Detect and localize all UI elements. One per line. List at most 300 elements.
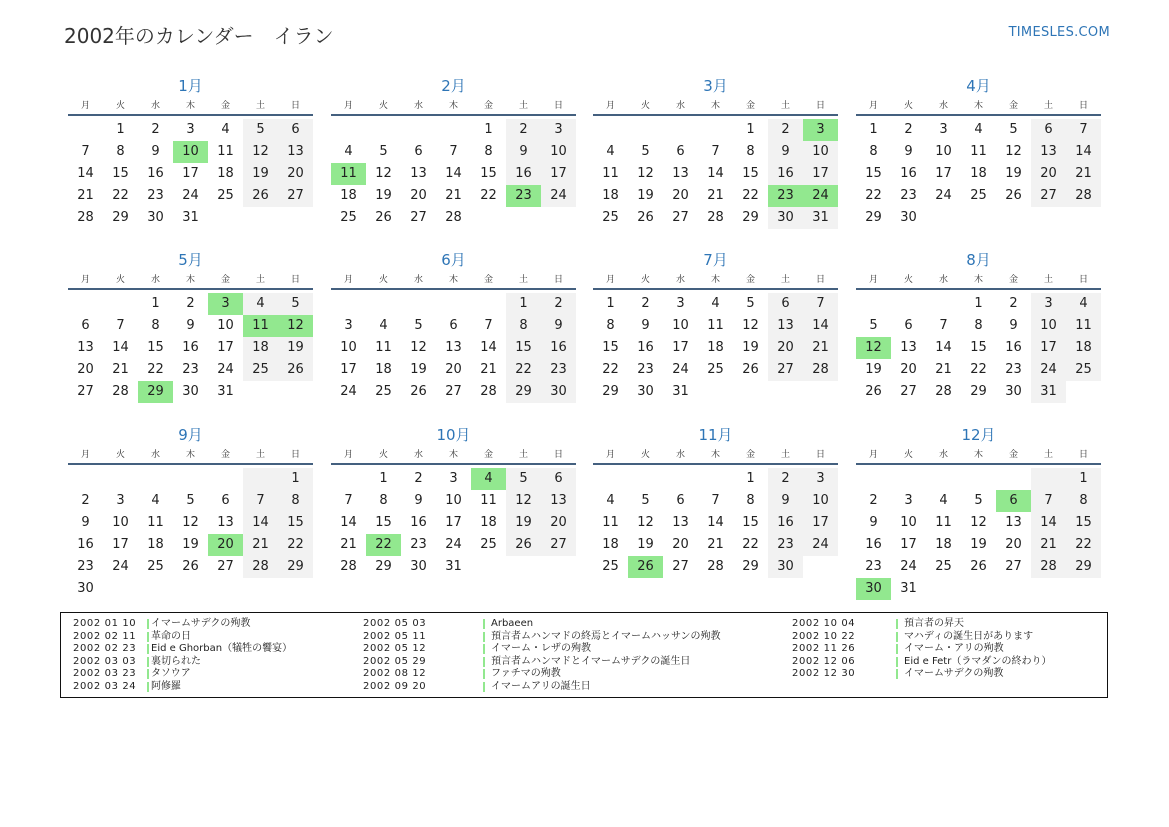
holiday-day-cell: 3 xyxy=(208,293,243,315)
holiday-name: 阿修羅 xyxy=(151,680,181,692)
day-cell: 17 xyxy=(445,515,462,530)
weekday-label: 月 xyxy=(605,275,615,285)
day-cell: 16 xyxy=(147,166,164,181)
weekday-label: 金 xyxy=(1008,101,1018,111)
day-cell: 9 xyxy=(869,515,878,530)
day-cell: 27 xyxy=(768,359,803,381)
day-cell: 20 xyxy=(1005,537,1022,552)
day-cell: 19 xyxy=(742,340,759,355)
month-title: 9月 xyxy=(178,426,203,444)
day-cell: 13 xyxy=(77,340,94,355)
day-cell: 4 xyxy=(243,293,278,315)
holiday-day-cell: 26 xyxy=(628,556,663,578)
month-3 xyxy=(593,74,838,229)
weekday-label: 土 xyxy=(518,450,528,460)
holiday-date: 2002 12 30 xyxy=(792,668,856,679)
day-cell: 25 xyxy=(707,362,724,377)
weekday-header xyxy=(331,447,576,465)
weekday-label: 土 xyxy=(1043,101,1053,111)
weekday-label: 金 xyxy=(483,275,493,285)
day-cell: 30 xyxy=(182,384,199,399)
empty-cell xyxy=(593,468,628,490)
day-cell: 5 xyxy=(641,493,650,508)
day-cell: 28 xyxy=(1066,185,1101,207)
month-title: 5月 xyxy=(178,251,203,269)
day-cell: 9 xyxy=(768,490,803,512)
day-cell: 23 xyxy=(865,559,882,574)
empty-cell xyxy=(366,293,401,315)
day-cell: 16 xyxy=(865,537,882,552)
day-cell: 6 xyxy=(904,318,913,333)
day-cell: 2 xyxy=(768,119,803,141)
day-cell: 27 xyxy=(278,185,313,207)
weekday-label: 水 xyxy=(675,275,685,285)
day-cell: 21 xyxy=(1031,534,1066,556)
day-cell: 11 xyxy=(970,144,987,159)
day-cell: 29 xyxy=(375,559,392,574)
day-cell: 12 xyxy=(182,515,199,530)
day-cell: 11 xyxy=(147,515,164,530)
day-grid xyxy=(331,119,576,229)
day-cell: 2 xyxy=(641,296,650,311)
day-cell: 26 xyxy=(637,210,654,225)
holiday-marker xyxy=(483,682,485,692)
day-cell: 22 xyxy=(112,188,129,203)
weekday-label: 火 xyxy=(378,275,388,285)
day-cell: 29 xyxy=(742,210,759,225)
holiday-date: 2002 05 11 xyxy=(363,630,427,642)
day-cell: 5 xyxy=(243,119,278,141)
day-cell: 17 xyxy=(935,166,952,181)
day-cell: 18 xyxy=(935,537,952,552)
day-cell: 19 xyxy=(506,512,541,534)
holiday-date: 2002 03 23 xyxy=(73,668,137,679)
holiday-name: 裏切られた xyxy=(151,655,201,667)
empty-cell xyxy=(366,119,401,141)
holiday-marker xyxy=(483,632,485,642)
day-cell: 24 xyxy=(340,384,357,399)
day-cell: 14 xyxy=(935,340,952,355)
day-cell: 26 xyxy=(742,362,759,377)
month-title: 11月 xyxy=(698,426,733,444)
day-cell: 14 xyxy=(243,512,278,534)
day-cell: 17 xyxy=(672,340,689,355)
day-cell: 2 xyxy=(81,493,90,508)
empty-cell xyxy=(663,468,698,490)
day-cell: 5 xyxy=(278,293,313,315)
day-cell: 4 xyxy=(606,493,615,508)
holiday-day-cell: 22 xyxy=(366,534,401,556)
day-grid xyxy=(856,119,1101,229)
day-cell: 19 xyxy=(970,537,987,552)
day-cell: 31 xyxy=(672,384,689,399)
day-cell: 1 xyxy=(974,296,983,311)
day-cell: 3 xyxy=(449,471,458,486)
day-cell: 31 xyxy=(900,581,917,596)
day-cell: 28 xyxy=(112,384,129,399)
weekday-label: 日 xyxy=(815,275,825,285)
day-cell: 9 xyxy=(541,315,576,337)
day-cell: 29 xyxy=(112,210,129,225)
day-cell: 11 xyxy=(1066,315,1101,337)
weekday-label: 月 xyxy=(868,450,878,460)
day-cell: 7 xyxy=(711,144,720,159)
weekday-label: 金 xyxy=(745,450,755,460)
day-cell: 31 xyxy=(182,210,199,225)
day-cell: 5 xyxy=(974,493,983,508)
day-cell: 17 xyxy=(900,537,917,552)
weekday-label: 日 xyxy=(1078,275,1088,285)
day-cell: 22 xyxy=(1066,534,1101,556)
weekday-label: 木 xyxy=(973,101,983,111)
day-grid xyxy=(593,468,838,578)
weekday-label: 木 xyxy=(185,275,195,285)
day-cell: 19 xyxy=(865,362,882,377)
weekday-header xyxy=(593,98,838,116)
month-title: 3月 xyxy=(703,77,728,95)
day-cell: 21 xyxy=(77,188,94,203)
day-cell: 23 xyxy=(147,188,164,203)
day-cell: 20 xyxy=(77,362,94,377)
holiday-marker xyxy=(896,644,898,654)
empty-cell xyxy=(68,468,103,490)
empty-cell xyxy=(103,468,138,490)
day-cell: 11 xyxy=(935,515,952,530)
holiday-marker xyxy=(147,682,149,692)
day-cell: 20 xyxy=(541,512,576,534)
day-cell: 22 xyxy=(278,534,313,556)
weekday-label: 木 xyxy=(710,450,720,460)
day-cell: 25 xyxy=(1066,359,1101,381)
weekday-label: 月 xyxy=(343,275,353,285)
day-cell: 18 xyxy=(243,337,278,359)
weekday-label: 金 xyxy=(483,450,493,460)
day-cell: 21 xyxy=(803,337,838,359)
holiday-date: 2002 11 26 xyxy=(792,643,856,654)
holiday-marker xyxy=(896,619,898,629)
day-cell: 2 xyxy=(541,293,576,315)
day-cell: 6 xyxy=(81,318,90,333)
day-cell: 29 xyxy=(602,384,619,399)
empty-cell xyxy=(1031,468,1066,490)
day-cell: 10 xyxy=(803,490,838,512)
day-cell: 21 xyxy=(243,534,278,556)
day-cell: 20 xyxy=(672,188,689,203)
day-cell: 14 xyxy=(1031,512,1066,534)
day-cell: 7 xyxy=(711,493,720,508)
day-cell: 8 xyxy=(746,144,755,159)
empty-cell xyxy=(856,293,891,315)
day-cell: 3 xyxy=(803,468,838,490)
weekday-label: 木 xyxy=(973,450,983,460)
holiday-day-cell: 29 xyxy=(138,381,173,403)
weekday-header xyxy=(68,447,313,465)
holiday-name: 預言者ムハンマドとイマームサデクの誕生日 xyxy=(491,655,691,667)
holiday-marker xyxy=(896,632,898,642)
weekday-header xyxy=(856,447,1101,465)
day-cell: 26 xyxy=(506,534,541,556)
weekday-label: 土 xyxy=(1043,450,1053,460)
day-grid xyxy=(331,293,576,403)
day-cell: 30 xyxy=(410,559,427,574)
day-cell: 21 xyxy=(707,188,724,203)
day-cell: 30 xyxy=(768,556,803,578)
weekday-label: 土 xyxy=(780,101,790,111)
month-title: 8月 xyxy=(966,251,991,269)
holiday-date: 2002 03 24 xyxy=(73,680,137,692)
day-cell: 14 xyxy=(1066,141,1101,163)
day-cell: 20 xyxy=(900,362,917,377)
day-cell: 27 xyxy=(1005,559,1022,574)
day-grid xyxy=(593,293,838,403)
day-cell: 4 xyxy=(974,122,983,137)
holiday-marker xyxy=(896,657,898,667)
holiday-day-cell: 11 xyxy=(243,315,278,337)
day-cell: 6 xyxy=(278,119,313,141)
weekday-label: 木 xyxy=(448,101,458,111)
day-cell: 17 xyxy=(217,340,234,355)
weekday-label: 日 xyxy=(553,275,563,285)
weekday-header xyxy=(856,272,1101,290)
month-6 xyxy=(331,248,576,403)
day-cell: 27 xyxy=(900,384,917,399)
weekday-label: 月 xyxy=(80,275,90,285)
weekday-header xyxy=(68,98,313,116)
day-cell: 24 xyxy=(112,559,129,574)
month-title: 12月 xyxy=(961,426,996,444)
day-cell: 29 xyxy=(865,210,882,225)
day-cell: 25 xyxy=(480,537,497,552)
holiday-marker xyxy=(483,669,485,679)
day-cell: 26 xyxy=(1005,188,1022,203)
day-cell: 11 xyxy=(480,493,497,508)
day-cell: 9 xyxy=(641,318,650,333)
day-cell: 14 xyxy=(707,166,724,181)
day-cell: 18 xyxy=(147,537,164,552)
holiday-name: イマームサデクの殉教 xyxy=(904,668,1004,679)
day-cell: 12 xyxy=(375,166,392,181)
empty-cell xyxy=(471,293,506,315)
weekday-label: 月 xyxy=(80,101,90,111)
month-title: 10月 xyxy=(436,426,471,444)
day-cell: 12 xyxy=(243,141,278,163)
holiday-name: タソウア xyxy=(151,668,191,679)
day-cell: 2 xyxy=(506,119,541,141)
day-cell: 19 xyxy=(278,337,313,359)
weekday-label: 水 xyxy=(413,101,423,111)
day-cell: 25 xyxy=(217,188,234,203)
day-cell: 24 xyxy=(672,362,689,377)
holiday-date: 2002 08 12 xyxy=(363,668,427,679)
day-cell: 24 xyxy=(217,362,234,377)
day-cell: 15 xyxy=(112,166,129,181)
day-cell: 14 xyxy=(112,340,129,355)
day-cell: 7 xyxy=(803,293,838,315)
day-cell: 27 xyxy=(672,210,689,225)
weekday-label: 日 xyxy=(290,450,300,460)
day-cell: 21 xyxy=(707,537,724,552)
day-cell: 23 xyxy=(182,362,199,377)
day-cell: 15 xyxy=(278,512,313,534)
day-cell: 7 xyxy=(449,144,458,159)
day-cell: 8 xyxy=(484,144,493,159)
holiday-day-cell: 23 xyxy=(768,185,803,207)
month-1 xyxy=(68,74,313,229)
day-cell: 14 xyxy=(803,315,838,337)
day-cell: 7 xyxy=(81,144,90,159)
day-cell: 7 xyxy=(243,490,278,512)
day-cell: 31 xyxy=(445,559,462,574)
day-cell: 10 xyxy=(112,515,129,530)
weekday-label: 土 xyxy=(255,450,265,460)
day-cell: 20 xyxy=(768,337,803,359)
day-cell: 20 xyxy=(278,163,313,185)
day-cell: 16 xyxy=(541,337,576,359)
day-cell: 14 xyxy=(480,340,497,355)
day-cell: 30 xyxy=(77,581,94,596)
holiday-name: Eid e Ghorban（犠牲の饗宴） xyxy=(151,643,293,654)
weekday-label: 土 xyxy=(518,275,528,285)
day-cell: 10 xyxy=(541,141,576,163)
weekday-label: 日 xyxy=(553,101,563,111)
holiday-day-cell: 6 xyxy=(996,490,1031,512)
day-cell: 30 xyxy=(900,210,917,225)
day-cell: 14 xyxy=(445,166,462,181)
holiday-name: Eid e Fetr（ラマダンの終わり） xyxy=(904,655,1052,667)
day-cell: 17 xyxy=(803,163,838,185)
month-11 xyxy=(593,423,838,578)
month-title: 2月 xyxy=(441,77,466,95)
day-cell: 29 xyxy=(970,384,987,399)
month-2 xyxy=(331,74,576,229)
day-cell: 11 xyxy=(375,340,392,355)
day-cell: 4 xyxy=(939,493,948,508)
weekday-label: 木 xyxy=(448,450,458,460)
day-cell: 25 xyxy=(970,188,987,203)
day-cell: 28 xyxy=(707,559,724,574)
day-cell: 13 xyxy=(1005,515,1022,530)
day-cell: 19 xyxy=(637,537,654,552)
day-cell: 1 xyxy=(606,296,615,311)
weekday-label: 水 xyxy=(413,275,423,285)
day-cell: 16 xyxy=(1005,340,1022,355)
weekday-label: 金 xyxy=(220,101,230,111)
day-cell: 29 xyxy=(278,556,313,578)
weekday-label: 土 xyxy=(255,275,265,285)
empty-cell xyxy=(996,468,1031,490)
holiday-day-cell: 3 xyxy=(803,119,838,141)
weekday-label: 土 xyxy=(780,275,790,285)
weekday-label: 水 xyxy=(938,450,948,460)
day-cell: 11 xyxy=(602,166,619,181)
weekday-label: 木 xyxy=(185,450,195,460)
day-cell: 24 xyxy=(541,185,576,207)
day-cell: 26 xyxy=(410,384,427,399)
day-cell: 17 xyxy=(112,537,129,552)
holiday-date: 2002 02 11 xyxy=(73,630,137,642)
day-cell: 30 xyxy=(637,384,654,399)
day-cell: 10 xyxy=(445,493,462,508)
day-cell: 24 xyxy=(182,188,199,203)
holiday-marker xyxy=(147,644,149,654)
weekday-label: 月 xyxy=(343,101,353,111)
day-cell: 5 xyxy=(414,318,423,333)
day-cell: 15 xyxy=(375,515,392,530)
day-cell: 1 xyxy=(746,122,755,137)
holiday-name: ファチマの殉教 xyxy=(491,668,561,679)
day-cell: 18 xyxy=(375,362,392,377)
day-cell: 3 xyxy=(541,119,576,141)
holiday-day-cell: 12 xyxy=(856,337,891,359)
holiday-day-cell: 4 xyxy=(471,468,506,490)
day-cell: 21 xyxy=(340,537,357,552)
weekday-label: 金 xyxy=(1008,275,1018,285)
day-cell: 26 xyxy=(375,210,392,225)
day-cell: 4 xyxy=(151,493,160,508)
weekday-header xyxy=(593,272,838,290)
day-cell: 24 xyxy=(1031,359,1066,381)
day-grid xyxy=(68,119,313,229)
day-cell: 13 xyxy=(672,166,689,181)
weekday-label: 木 xyxy=(710,101,720,111)
weekday-label: 火 xyxy=(903,101,913,111)
day-cell: 25 xyxy=(602,210,619,225)
month-8 xyxy=(856,248,1101,403)
day-cell: 15 xyxy=(147,340,164,355)
day-cell: 5 xyxy=(746,296,755,311)
weekday-header xyxy=(331,272,576,290)
day-cell: 5 xyxy=(1009,122,1018,137)
empty-cell xyxy=(593,119,628,141)
day-cell: 15 xyxy=(480,166,497,181)
day-cell: 22 xyxy=(602,362,619,377)
holiday-day-cell: 30 xyxy=(856,578,891,600)
month-title: 6月 xyxy=(441,251,466,269)
weekday-label: 金 xyxy=(745,275,755,285)
holiday-name: マハディの誕生日があります xyxy=(904,630,1034,642)
day-cell: 13 xyxy=(278,141,313,163)
weekday-label: 日 xyxy=(1078,101,1088,111)
day-cell: 16 xyxy=(900,166,917,181)
day-cell: 26 xyxy=(970,559,987,574)
day-cell: 15 xyxy=(1066,512,1101,534)
day-cell: 28 xyxy=(707,210,724,225)
day-cell: 22 xyxy=(742,537,759,552)
weekday-label: 金 xyxy=(220,275,230,285)
day-cell: 16 xyxy=(637,340,654,355)
day-cell: 2 xyxy=(768,468,803,490)
weekday-label: 金 xyxy=(483,101,493,111)
day-cell: 25 xyxy=(243,359,278,381)
day-cell: 1 xyxy=(151,296,160,311)
day-cell: 23 xyxy=(410,537,427,552)
empty-cell xyxy=(436,293,471,315)
empty-cell xyxy=(331,119,366,141)
weekday-label: 金 xyxy=(745,101,755,111)
month-title: 7月 xyxy=(703,251,728,269)
day-cell: 16 xyxy=(182,340,199,355)
empty-cell xyxy=(208,468,243,490)
day-cell: 10 xyxy=(217,318,234,333)
weekday-label: 水 xyxy=(150,275,160,285)
day-cell: 10 xyxy=(1031,315,1066,337)
day-cell: 21 xyxy=(935,362,952,377)
day-cell: 16 xyxy=(768,512,803,534)
day-cell: 9 xyxy=(414,493,423,508)
day-cell: 4 xyxy=(221,122,230,137)
day-cell: 16 xyxy=(768,163,803,185)
day-cell: 27 xyxy=(410,210,427,225)
